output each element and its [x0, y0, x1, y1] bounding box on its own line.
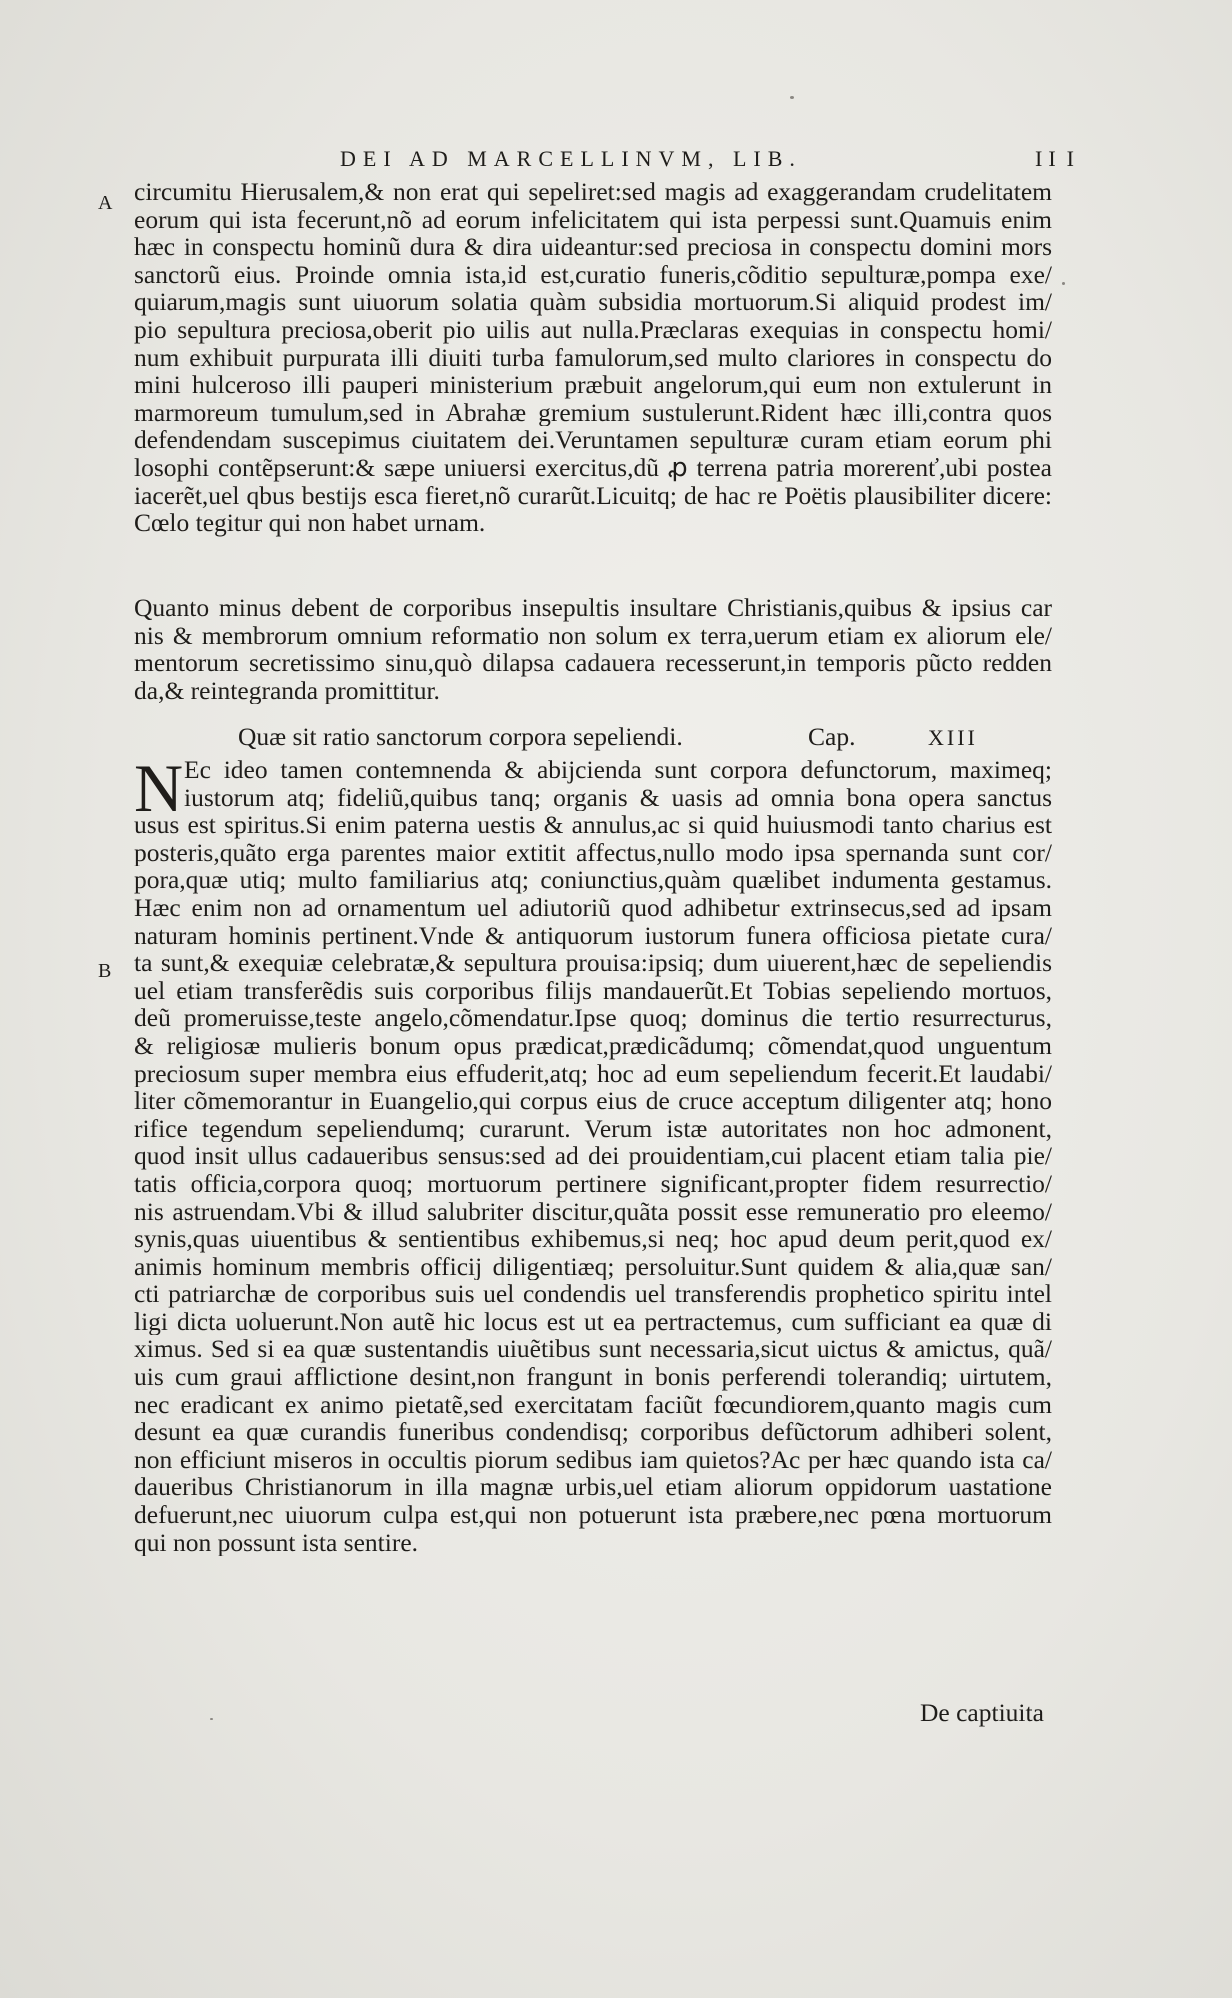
- text-line: rifice tegendum sepeliendumq; curarunt. Verum istæ autoritates non hoc admonent,: [134, 1114, 1052, 1143]
- running-head-book: I: [1066, 146, 1080, 171]
- text-line: pio sepultura preciosa,oberit pio uilis aut nulla.Præclaras exequias in conspectu homi/: [134, 315, 1052, 344]
- paragraph-2: [134, 594, 1052, 704]
- text-line: defuerunt,nec uiuorum culpa est,qui non potuerunt ista præbere,nec pœna mortuorum: [134, 1501, 1052, 1529]
- running-head-title: DEI AD MARCELLINVM, LIB.: [340, 146, 802, 171]
- text-line: iustorum atq; fideliũ,quibus tanq; organis & uasis ad omnia bona opera sanctus: [184, 783, 1052, 812]
- paper-speck: [790, 96, 794, 99]
- chapter-heading: [238, 722, 1058, 752]
- text-line: ximus. Sed si ea quæ sustentandis uiuẽtibus sunt necessaria,sicut uictus & amictus, quã/: [134, 1335, 1052, 1364]
- text-line: tatis officia,corpora quoq; mortuorum pertinere significant,propter fidem resurrectio/: [134, 1169, 1052, 1198]
- text-line: uel etiam transferẽdis suis corporibus filijs mandauerũt.Et Tobias sepeliendo mortuos,: [134, 976, 1052, 1005]
- text-line: ligi dicta uoluerunt.Non autẽ hic locus est ut ea pertractemus, cum sufficiant ea quæ di: [134, 1307, 1052, 1336]
- text-line: losophi contẽpserunt:& sæpe uniuersi exercitus,dũ ꝓ terrena patria morerenť,ubi postea: [134, 453, 1052, 482]
- text-line: da,& reintegranda promittitur.: [134, 676, 440, 705]
- text-line: hæc in conspectu hominũ dura & dira uideantur:sed preciosa in conspectu domini mors: [134, 233, 1052, 261]
- running-head: [340, 146, 1080, 172]
- text-line: num exhibuit purpurata illi diuiti turba famulorum,sed multo clariores in conspectu do: [134, 343, 1052, 372]
- text-line: eorum qui ista fecerunt,nõ ad eorum infelicitatem qui ista perpessi sunt.Quamuis enim: [134, 205, 1052, 234]
- paper-speck: [210, 1718, 213, 1720]
- text-line: mini hulceroso illi pauperi ministerium præbuit angelorum,qui eum non extulerunt in: [134, 371, 1052, 399]
- margin-letter-a: A: [98, 192, 113, 214]
- paragraph-1: [134, 178, 1052, 537]
- text-line: nec eradicant ex animo pietatẽ,sed exercitatam faciũt fœcundiorem,quanto magis cum: [134, 1390, 1052, 1419]
- text-line: naturam hominis pertinent.Vnde & antiquorum iustorum funera officiosa pietate cura/: [134, 921, 1052, 950]
- text-line: uis cum graui afflictione desint,non frangunt in bonis perferendi tolerandiq; uirtutem,: [134, 1363, 1052, 1391]
- folio-number: II: [1035, 146, 1062, 171]
- text-line: synis,quas uiuentibus & sentientibus exhibemus,si neq; hoc apud deum perit,quod ex/: [134, 1225, 1052, 1253]
- paragraph-3: [134, 750, 1052, 1557]
- chapter-heading-cap: Cap.: [808, 722, 856, 751]
- text-line: cti patriarchæ de corporibus suis uel condendis uel transferendis prophetico spiritu intel: [134, 1280, 1052, 1308]
- text-line: mentorum secretissimo sinu,quò dilapsa cadauera recesserunt,in temporis pũcto redden: [134, 649, 1052, 677]
- text-line: deũ promeruisse,teste angelo,cõmendatur.Ipse quoq; dominus die tertio resurrecturus,: [134, 1004, 1052, 1032]
- drop-cap: N: [134, 750, 184, 826]
- text-line: quod insit ullus cadaueribus sensus:sed ad dei prouidentiam,cui placent etiam talia pie/: [134, 1142, 1052, 1170]
- text-line: quiarum,magis sunt uiuorum solatia quàm subsidia mortuorum.Si aliquid prodest im/: [134, 288, 1052, 316]
- text-line: defendendam suscepimus ciuitatem dei.Veruntamen sepulturæ curam etiam eorum phi: [134, 426, 1052, 454]
- text-line: Cœlo tegitur qui non habet urnam.: [134, 509, 486, 537]
- text-line: animis hominum membris officij diligentiæq; persoluitur.Sunt quidem & alia,quæ san/: [134, 1252, 1052, 1281]
- text-line: preciosum super membra eius effuderit,atq; hoc ad eum sepeliendum fecerit.Et laudabi/: [134, 1059, 1052, 1088]
- margin-letter-b: B: [98, 960, 112, 982]
- text-line: sanctorũ eius. Proinde omnia ista,id est,curatio funeris,cõditio sepulturæ,pompa exe/: [134, 260, 1052, 289]
- paper-speck: [1062, 282, 1065, 285]
- text-line: circumitu Hierusalem,& non erat qui sepeliret:sed magis ad exaggerandam crudelitatem: [134, 178, 1052, 206]
- text-line: nis astruendam.Vbi & illud salubriter discitur,quãta possit esse remuneratio pro eleemo/: [134, 1197, 1052, 1226]
- text-line: liter cõmemorantur in Euangelio,qui corpus eius de cruce acceptum diligenter atq; hono: [134, 1087, 1052, 1115]
- catchword: De captiuita: [920, 1698, 1044, 1727]
- text-line: iacerẽt,uel qbus bestijs esca fieret,nõ curarũt.Licuitq; de hac re Poëtis plausibiliter dicere:: [134, 481, 1052, 510]
- text-line: marmoreum tumulum,sed in Abrahæ gremium sustulerunt.Rident hæc illi,contra quos: [134, 398, 1052, 427]
- text-line: Quanto minus debent de corporibus insepultis insultare Christianis,quibus & ipsius car: [134, 594, 1052, 622]
- text-line: daueribus Christianorum in illa magnæ urbis,uel etiam aliorum oppidorum uastatione: [134, 1473, 1052, 1502]
- chapter-heading-text: Quæ sit ratio sanctorum corpora sepeliendi.: [238, 722, 683, 751]
- text-line: & religiosæ mulieris bonum opus prædicat,prædicãdumq; cõmendat,quod unguentum: [134, 1031, 1052, 1060]
- text-line: qui non possunt ista sentire.: [134, 1528, 419, 1557]
- text-line: usus est spiritus.Si enim paterna uestis & annulus,ac si quid huiusmodi tanto charius est: [134, 811, 1052, 839]
- text-line: desunt ea quæ curandis funeribus condendisq; corporibus defũctorum adhiberi solent,: [134, 1418, 1052, 1446]
- text-line: Hæc enim non ad ornamentum uel adiutoriũ quod adhibetur extrinsecus,sed ad ipsam: [134, 893, 1052, 922]
- chapter-heading-number: XIII: [928, 725, 978, 750]
- text-line: ta sunt,& exequiæ celebratæ,& sepultura prouisa:ipsiq; dum uiuerent,hæc de sepeliendis: [134, 949, 1052, 977]
- text-line: posteris,quãto erga parentes maior extitit affectus,nullo modo ipsa spernanda sunt cor/: [134, 838, 1052, 867]
- text-line: pora,quæ utiq; multo familiarius atq; coniunctius,quàm quælibet indumenta gestamus.: [134, 866, 1052, 894]
- text-line: non efficiunt miseros in occultis piorum sedibus iam quietos?Ac per hæc quando ista ca/: [134, 1445, 1052, 1474]
- text-line: Ec ideo tamen contemnenda & abijcienda sunt corpora defunctorum, maximeq;: [184, 756, 1052, 784]
- text-line: nis & membrorum omnium reformatio non solum ex terra,uerum etiam ex aliorum ele/: [134, 621, 1052, 650]
